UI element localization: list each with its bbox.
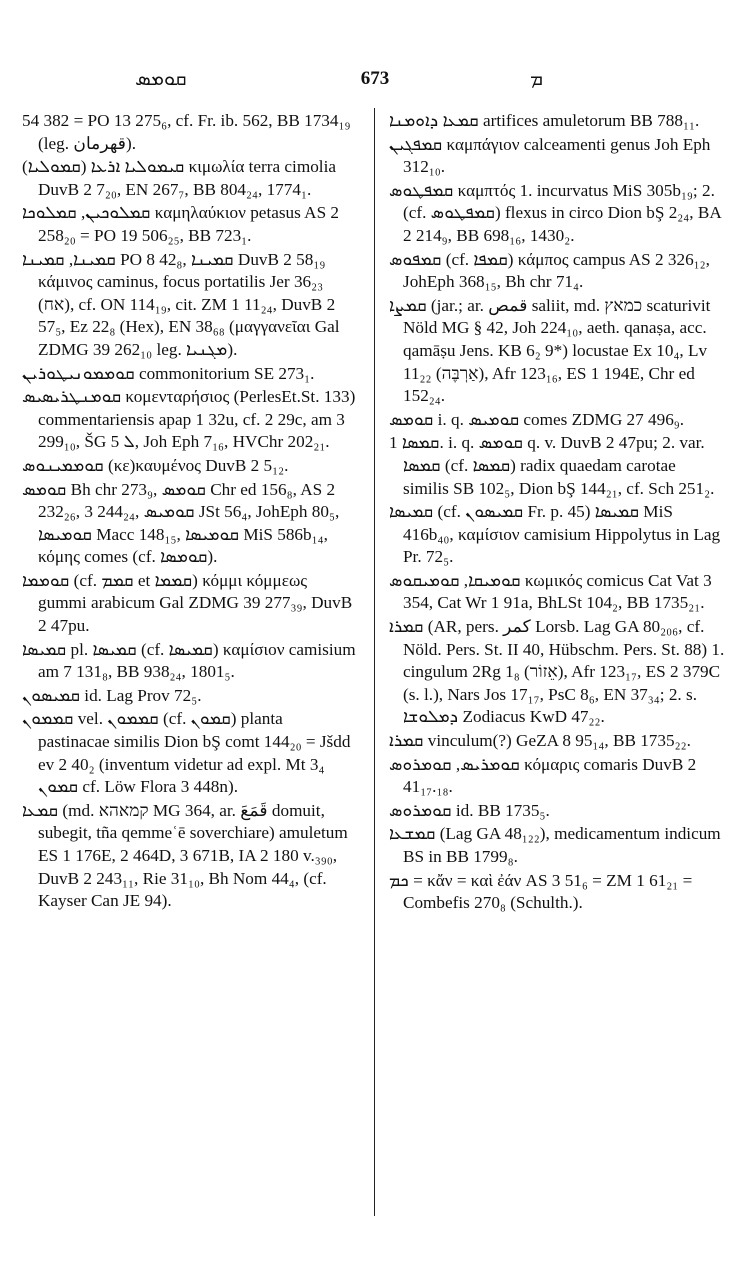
dictionary-entry: ܩܡܦܘܣ (cf. ܩܡܦܐ) κάμπος campus AS 2 326₁₂, JohEph 368₁₅, Bh chr 71₄. <box>389 249 710 292</box>
dictionary-entry: ܩܘܡܢܛܪܝܣܝܣ κομενταρήσιος (PerlesEt.St. 133) commentariensis apap 1 32u, cf. 2 29c, am 3 299₁₀, ŠG ܠ 5, Joh Eph 7₁₆, HVChr 202₂₁. <box>22 387 356 452</box>
dictionary-entry: ܩܝܡܘܠܝܐ ܐܪܥܐ (ܩܡܘܠܝܐ) κιμωλία terra cimolia DuvB 2 7₂₀, EN 267₇, BB 804₂₄, 1774₁. <box>22 157 336 199</box>
dictionary-entry: ܩܘܡܡܘܢܝܛܘܪܝܢ commonitorium SE 273₁. <box>22 363 315 383</box>
dictionary-entry: ܩܡܡܘܢ vel. ܩܡܡܘܢ (cf. ܩܡܘܢ) planta pastinacae similis Dion bŞ comt 144₂₀ = Jšdd ev 2 40₂ (inventum videtur ad expl. Mt 3₄ ܩܡܘܢ cf. Löw Flora 3 448n). <box>22 709 351 797</box>
dictionary-entry: ܩܡܦܛܘܣ καμπτός 1. incurvatus MiS 305b₁₉; 2. (cf. ܩܡܦܛܘܣ) flexus in circo Dion bŞ 2₂₄, BA 2 214₉, BB 698₁₆, 1430₂. <box>389 180 721 245</box>
dictionary-entry: ܩܘܡܪܘܣ id. BB 1735₅. <box>389 800 550 820</box>
dictionary-entry: ܩܡܪܐ (AR, pers. كمر Lorsb. Lag GA 80₂₀₆, cf. Nöld. Pers. St. II 40, Hübschm. Pers. St. 88) 1. cingulum 2Rg 1₈ (אֵזוֹר), Afr 123₁₇, ES 2 379C (s. l.), Nars Jos 17₁₇, PsC 8₆, EN 37₃₄; 2. s. ܕܡܠܘܫܐ Zodiacus KwD 47₂₂. <box>389 617 725 727</box>
column-divider <box>374 108 375 1216</box>
dictionary-entry: ܩܘܡܣ i. q. ܩܘܡܝܣ comes ZDMG 27 496₉. <box>389 409 685 429</box>
dictionary-entry: ܩܡܪܐ vinculum(?) GeZA 8 95₁₄, BB 1735₂₂. <box>389 731 691 751</box>
right-column <box>389 110 725 916</box>
dictionary-entry: ܩܡܝܣܘܢ id. Lag Prov 72₅. <box>22 685 202 705</box>
dictionary-entry: ܩܘܡܝܩܐ, ܩܘܡܝܩܘܣ κωμικός comicus Cat Vat 3 354, Cat Wr 1 91a, BhLSt 104₂, BB 1735₂₁. <box>389 570 712 613</box>
dictionary-entry: ܩܘܡܣ Bh chr 273₉, ܩܘܡܣ Chr ed 156₈, AS 2 232₂₆, 3 244₂₄, ܩܘܡܝܣ JSt 56₄, JohEph 80₅, ܩܘܡܝܣܐ Macc 148₁₅, ܩܘܡܝܣܐ MiS 586b₁₄, κόμης comes (cf. ܩܘܡܣܐ). <box>22 479 340 567</box>
dictionary-entry: ܩܡܦܓܝܢ καμπάγιον calceamenti genus Joh Eph 312₁₀. <box>389 134 711 177</box>
dictionary-entry: ܩܡܥܐ (md. קמאהא MG 364, ar. قَمَعَ domuit, subegit, tña qemmeʿē soverchiare) amuletum ES 1 176E, 2 464D, 3 671B, IA 2 180 v.₃₉₀, DuvB 2 243₁₁, Rie 31₁₀, Bh Nom 44₄, (cf. Kayser Can JE 94). <box>22 800 348 911</box>
dictionary-entry: ܩܘܡܪܝܣ, ܩܘܡܪܘܣ κόμαρις comaris DuvB 2 41₁₇.₁₈. <box>389 754 697 797</box>
dictionary-entry: ܩܘܡܡܐ (cf. ܩܡܡ et ܩܡܡܐ) κόμμι κόμμεως gummi arabicum Gal ZDMG 39 277₃₉, DuvB 2 47pu. <box>22 570 353 636</box>
page-number: 673 <box>360 68 390 89</box>
dictionary-entry: ܩܡܝܣܐ pl. ܩܡܝܣܐ (cf. ܩܡܝܣܐ) καμίσιον camisium am 7 131₈, BB 938₂₄, 1801₅. <box>22 639 356 682</box>
left-column <box>22 110 358 914</box>
dictionary-entry: ܩܡܝܢܐ, ܩܡܝܢܐ PO 8 42₈, ܩܡܝܢܐ DuvB 2 58₁₉ κάμινος caminus, focus portatilis Jer 36₂₃ (אח), cf. ON 114₁₉, cit. ZM 1 11₂₄, DuvB 2 57₅, Ez 22₈ (Hex), EN 38₆₈ (μαγγανεῖαι Gal ZDMG 39 262₁₀ leg. ܡܓܢܝܐ). <box>22 249 340 359</box>
dictionary-entry: ܩܘܡܡܝܢܘܣ (κε)καυμένος DuvB 2 5₁₂. <box>22 455 289 475</box>
running-head-right: ܡ <box>530 68 543 90</box>
dictionary-entry: 54 382 = PO 13 275₆, cf. Fr. ib. 562, BB 1734₁₉ (leg. قهرمان). <box>22 111 351 153</box>
dictionary-entry: ܩܡܝܣܐ (cf. ܩܡܝܣܘܢ Fr. p. 45) ܩܡܝܣܐ MiS 416b₄₀, καμίσιον camisium Hippolytus in Lag Pr. 72₅. <box>389 502 721 567</box>
dictionary-entry: ܟܡ = κἄν = καὶ ἐάν AS 3 51₆ = ZM 1 61₂₁ = Combefis 270₈ (Schulth.). <box>389 870 693 913</box>
dictionary-entry: ܩܡܫܥܐ (Lag GA 48₁₂₂), medicamentum indicum BS in BB 1799₈. <box>389 824 721 866</box>
running-head-left: ܩܘܡܣ <box>135 68 187 90</box>
dictionary-entry: ܩܡܨܐ (jar.; ar. قمص saliit, md. כמאץ scaturivit Nöld MG § 42, Joh 224₁₀, aeth. qanaṣa, acc. qamāṣu Jens. KB 6₂ 9*) locustae Ex 10₄, Lv 11₂₂ (אַרְבֶּה), Afr 123₁₆, ES 1 194E, Chr ed 152₂₄. <box>389 295 711 406</box>
dictionary-entry: ܩܡܥܐ ܕܐܘܡܢܐ artifices amuletorum BB 788₁₁. <box>389 111 700 130</box>
dictionary-entry: ܩܡܣܐ 1. i. q. ܩܘܡܣ q. v. DuvB 2 47pu; 2. var. ܩܡܣܐ (cf. ܩܡܣܐ) radix quaedam carotae similis SB 102₅, Dion bŞ 144₂₁, cf. Sch 251₂. <box>389 433 715 498</box>
dictionary-entry: ܩܡܠܘܟܝܢ, ܩܡܠܘܟܐ καμηλαύκιον petasus AS 2 258₂₀ = PO 19 506₂₅, BB 723₁. <box>22 203 340 245</box>
